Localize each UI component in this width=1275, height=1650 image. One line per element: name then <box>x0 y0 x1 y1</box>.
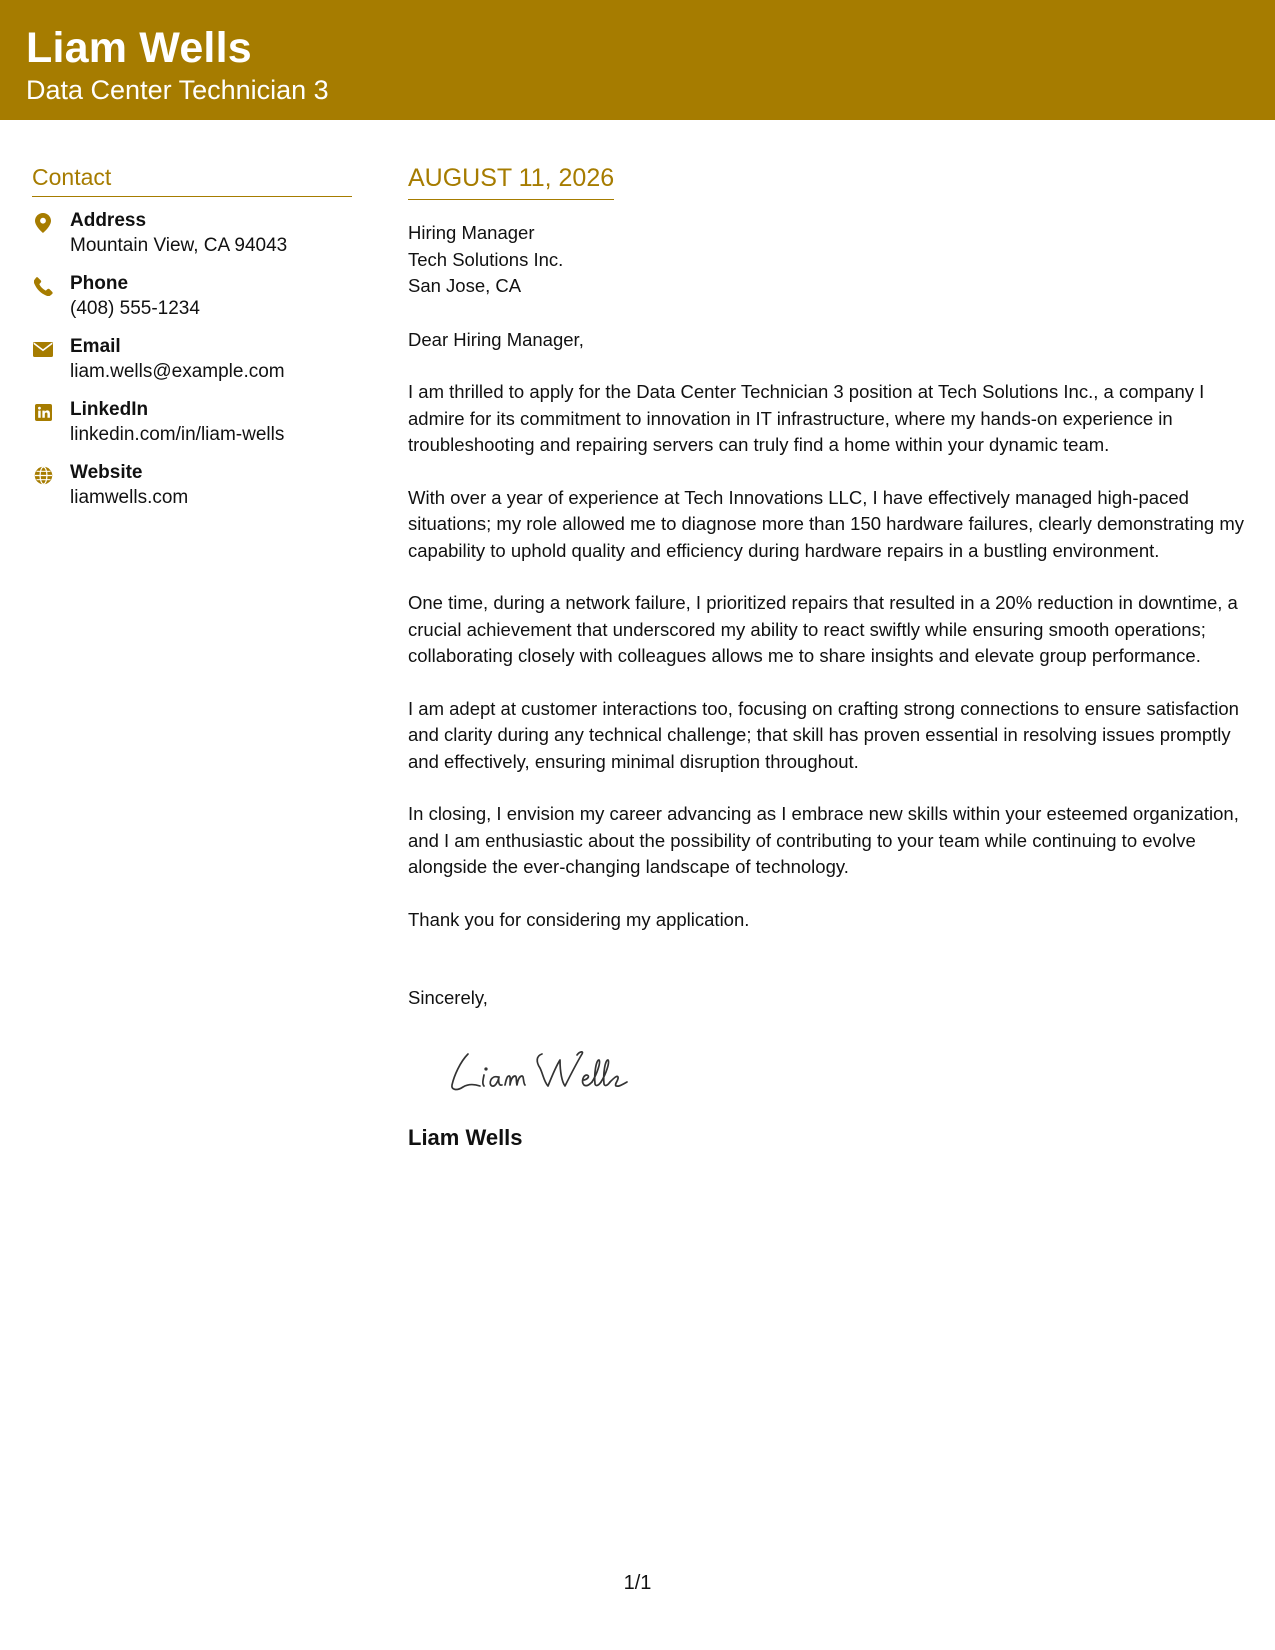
email-label: Email <box>70 336 121 357</box>
email-value[interactable]: liam.wells@example.com <box>70 361 285 382</box>
header-banner <box>0 0 1275 120</box>
contact-sidebar <box>32 162 352 524</box>
website-label: Website <box>70 462 143 483</box>
linkedin-icon <box>32 401 54 423</box>
linkedin-value[interactable]: linkedin.com/in/liam-wells <box>70 424 285 445</box>
letter-paragraph: In closing, I envision my career advancing as I embrace new skills within your esteemed organization, and I am enthusiastic about the possibility of contributing to your team while continuing to evolve alongside the ever-changing landscape of technology. <box>408 803 1239 877</box>
recipient-line: San Jose, CA <box>408 275 522 296</box>
phone-value: (408) 555-1234 <box>70 298 200 319</box>
page-indicator: 1/1 <box>623 1572 652 1594</box>
letter-paragraph: Thank you for considering my application. <box>408 908 750 930</box>
letter-body <box>408 162 1253 1152</box>
globe-icon <box>32 464 54 486</box>
job-title: Data Center Technician 3 <box>26 75 329 105</box>
handwritten-signature <box>444 1042 1253 1100</box>
contact-item-linkedin <box>32 398 352 461</box>
letter-paragraph: With over a year of experience at Tech Innovations LLC, I have effectively managed high-paced situations; my role allowed me to diagnose more than 150 hardware failures, clearly demonstrating my capability to uphold quality and efficiency during hardware repairs in a bustling environment. <box>408 486 1244 561</box>
address-value: Mountain View, CA 94043 <box>70 235 288 256</box>
applicant-name: Liam Wells <box>26 24 252 72</box>
signer-name: Liam Wells <box>408 1124 523 1150</box>
letter-paragraph: One time, during a network failure, I prioritized repairs that resulted in a 20% reduction in downtime, a crucial achievement that underscored my ability to react swiftly while ensuring smooth operations; collaborating closely with colleagues allows me to share insights and elevate group performance. <box>408 592 1238 666</box>
contact-item-website <box>32 461 352 524</box>
letter-paragraph: I am adept at customer interactions too, focusing on crafting strong connections to ensure satisfaction and clarity during any technical challenge; that skill has proven essential in resolving issues promptly and effectively, ensuring minimal disruption throughout. <box>408 697 1239 772</box>
contact-item-address <box>32 209 352 272</box>
phone-label: Phone <box>70 273 129 294</box>
contact-item-email <box>32 335 352 398</box>
recipient-block <box>408 220 1253 300</box>
contact-section-title: Contact <box>32 162 352 197</box>
letter-date: AUGUST 11, 2026 <box>408 162 614 200</box>
phone-icon <box>32 275 54 297</box>
address-label: Address <box>70 210 147 231</box>
website-value[interactable]: liamwells.com <box>70 487 189 508</box>
letter-paragraph: I am thrilled to apply for the Data Center Technician 3 position at Tech Solutions Inc., a company I admire for its commitment to innovation in IT infrastructure, where my hands-on experience in troubleshooting and repairing servers can truly find a home within your dynamic team. <box>408 381 1205 455</box>
recipient-line: Hiring Manager <box>408 222 535 243</box>
closing: Sincerely, <box>408 987 488 1008</box>
recipient-line: Tech Solutions Inc. <box>408 248 564 270</box>
location-pin-icon <box>32 212 54 234</box>
linkedin-label: LinkedIn <box>70 399 149 420</box>
salutation: Dear Hiring Manager, <box>408 328 584 350</box>
email-icon <box>32 338 54 360</box>
contact-item-phone <box>32 272 352 335</box>
